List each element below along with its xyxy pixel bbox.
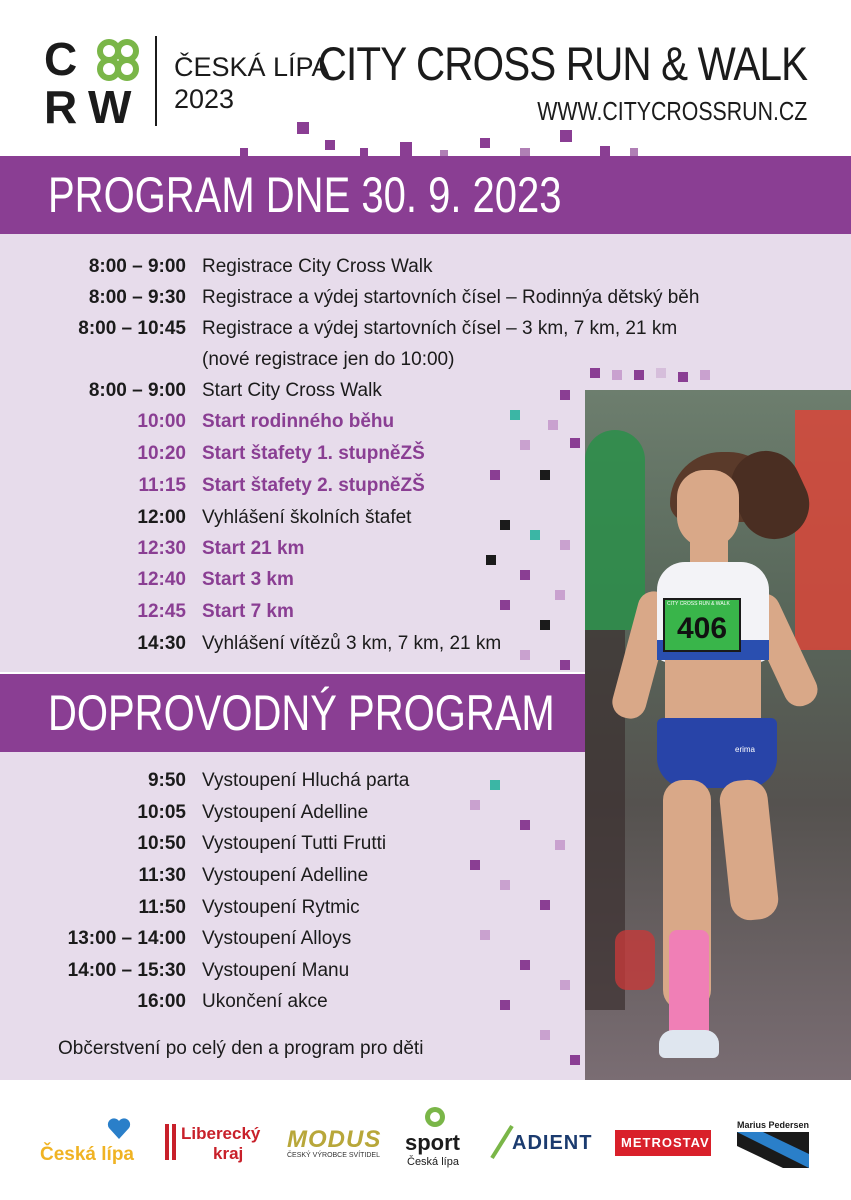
side-time: 10:05 <box>137 802 186 823</box>
side-text: Vystoupení Hluchá parta <box>202 770 410 791</box>
program-text: Start rodinného běhu <box>202 411 395 432</box>
side-time: 11:50 <box>138 897 186 918</box>
sponsor-adient <box>490 1112 593 1172</box>
side-heading-band <box>0 674 600 752</box>
side-text: Vystoupení Adelline <box>202 865 369 886</box>
list-item <box>0 897 600 927</box>
list-item <box>0 833 600 863</box>
sponsor-liberecky-text: Liberecký <box>181 1124 261 1143</box>
program-text: Start štafety 1. stupněZŠ <box>202 443 425 464</box>
program-time: 8:00 – 9:30 <box>88 287 186 308</box>
apple-icon <box>423 1104 447 1128</box>
program-time: 8:00 – 9:00 <box>88 256 186 277</box>
sponsor-kraj-text: kraj <box>213 1144 244 1163</box>
program-text: Start 3 km <box>202 569 294 590</box>
runner-photo <box>585 390 851 1080</box>
event-title: CITY CROSS RUN & WALK <box>317 37 807 90</box>
logo-letter-w: W <box>88 81 134 133</box>
program-text: Start City Cross Walk <box>202 380 382 401</box>
heart-icon <box>106 1116 132 1142</box>
slash-icon <box>490 1124 514 1160</box>
bib-number: 406 <box>676 612 728 645</box>
program-text: Registrace a výdej startovních čísel – Rodinnýa dětský běh <box>202 287 700 308</box>
refreshment-note: Občerstvení po celý den a program pro děti <box>58 1038 424 1059</box>
list-item <box>0 318 851 348</box>
program-text: Vyhlášení školních štafet <box>202 507 412 528</box>
side-time: 11:30 <box>138 865 186 886</box>
logo-year: 2023 <box>174 84 235 114</box>
sponsor-metrostav-text: METROSTAV <box>621 1135 710 1150</box>
sponsor-modus <box>285 1112 385 1172</box>
list-item <box>0 928 600 958</box>
program-time: 12:45 <box>137 601 186 622</box>
sponsor-sport-text: sport <box>405 1130 460 1155</box>
side-text: Vystoupení Adelline <box>202 802 369 823</box>
program-time: 10:20 <box>137 443 186 464</box>
side-text: Vystoupení Rytmic <box>202 897 360 918</box>
sponsor-marius-text: Marius Pedersen <box>737 1120 810 1130</box>
shorts-brand: erima <box>735 745 756 754</box>
side-time: 16:00 <box>137 991 186 1012</box>
side-time: 14:00 – 15:30 <box>67 960 186 981</box>
logo-letter-r: R <box>44 81 80 133</box>
side-time: 9:50 <box>147 770 186 791</box>
sponsor-liberecky-kraj <box>165 1112 265 1172</box>
program-text: Start 7 km <box>202 601 294 622</box>
side-text: Vystoupení Alloys <box>202 928 352 949</box>
sponsor-ceska-lipa <box>40 1112 140 1172</box>
logo-letter-c: C <box>44 33 80 85</box>
race-bib <box>663 598 741 652</box>
program-time: 12:40 <box>137 569 186 590</box>
program-text: (nové registrace jen do 10:00) <box>202 349 455 370</box>
program-text: Registrace a výdej startovních čísel – 3 km, 7 km, 21 km <box>202 318 678 339</box>
flag-stripes-icon <box>165 1124 181 1160</box>
sponsor-modus-text: MODUS <box>287 1126 382 1153</box>
list-item <box>0 991 600 1021</box>
program-time: 8:00 – 9:00 <box>88 380 186 401</box>
program-time: 12:00 <box>137 507 186 528</box>
program-time: 14:30 <box>137 633 186 654</box>
list-item <box>0 287 851 317</box>
bib-header: CITY CROSS RUN & WALK <box>667 601 730 607</box>
logo-city: ČESKÁ LÍPA <box>174 52 330 82</box>
program-heading-band <box>0 156 851 234</box>
sponsor-sport-sub: Česká lípa <box>407 1156 459 1168</box>
clover-icon <box>96 38 140 82</box>
side-heading: DOPROVODNÝ PROGRAM <box>48 685 555 741</box>
list-item <box>0 865 600 895</box>
list-item <box>0 960 600 990</box>
program-time: 11:15 <box>138 475 186 496</box>
side-text: Vystoupení Tutti Frutti <box>202 833 387 854</box>
program-time: 12:30 <box>137 538 186 559</box>
program-text: Start štafety 2. stupněZŠ <box>202 475 425 496</box>
logo-divider <box>155 36 157 126</box>
sponsor-marius-pedersen <box>737 1112 813 1172</box>
sponsor-metrostav <box>615 1112 711 1172</box>
list-item <box>0 349 851 379</box>
crw-logo <box>44 33 144 133</box>
sponsor-ceska-lipa-text: Česká lípa <box>40 1144 134 1165</box>
list-item <box>0 256 851 286</box>
side-text: Ukončení akce <box>202 991 328 1012</box>
program-time: 8:00 – 10:45 <box>78 318 186 339</box>
side-time: 10:50 <box>137 833 186 854</box>
marius-flag-icon <box>737 1132 809 1168</box>
side-time: 13:00 – 14:00 <box>67 928 186 949</box>
sponsor-sport-ceska-lipa <box>405 1112 475 1172</box>
list-item <box>0 802 600 832</box>
sponsor-adient-text: ADIENT <box>512 1132 593 1154</box>
sponsor-modus-sub: ČESKÝ VÝROBCE SVÍTIDEL <box>287 1152 380 1159</box>
program-heading: PROGRAM DNE 30. 9. 2023 <box>48 167 562 223</box>
program-text: Start 21 km <box>202 538 305 559</box>
list-item <box>0 770 600 800</box>
event-website: WWW.CITYCROSSRUN.CZ <box>536 96 807 126</box>
side-text: Vystoupení Manu <box>202 960 350 981</box>
program-text: Registrace City Cross Walk <box>202 256 433 277</box>
program-text: Vyhlášení vítězů 3 km, 7 km, 21 km <box>202 633 502 654</box>
program-time: 10:00 <box>137 411 186 432</box>
